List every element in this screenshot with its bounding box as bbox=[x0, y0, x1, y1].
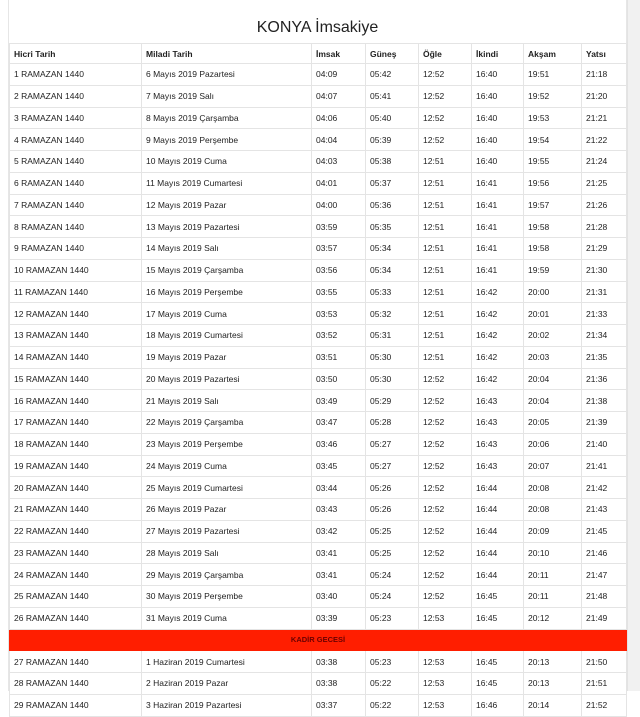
cell-hijri-date: 18 RAMAZAN 1440 bbox=[10, 433, 142, 455]
cell-imsak: 04:04 bbox=[312, 129, 366, 151]
cell-hijri-date: 12 RAMAZAN 1440 bbox=[10, 303, 142, 325]
cell-gunes: 05:35 bbox=[366, 216, 419, 238]
cell-yatsi: 21:24 bbox=[582, 151, 627, 173]
cell-aksam: 19:54 bbox=[524, 129, 582, 151]
cell-gregorian-date: 31 Mayıs 2019 Cuma bbox=[142, 607, 312, 629]
cell-ikindi: 16:41 bbox=[472, 238, 524, 260]
cell-gregorian-date: 6 Mayıs 2019 Pazartesi bbox=[142, 64, 312, 86]
cell-aksam: 20:07 bbox=[524, 455, 582, 477]
cell-imsak: 03:56 bbox=[312, 259, 366, 281]
cell-aksam: 20:06 bbox=[524, 433, 582, 455]
cell-imsak: 03:41 bbox=[312, 542, 366, 564]
cell-ogle: 12:52 bbox=[419, 499, 472, 521]
table-header bbox=[10, 44, 627, 64]
cell-ikindi: 16:44 bbox=[472, 477, 524, 499]
cell-imsak: 03:37 bbox=[312, 694, 366, 716]
cell-imsak: 03:53 bbox=[312, 303, 366, 325]
cell-hijri-date: 23 RAMAZAN 1440 bbox=[10, 542, 142, 564]
cell-hijri-date: 19 RAMAZAN 1440 bbox=[10, 455, 142, 477]
cell-aksam: 20:00 bbox=[524, 281, 582, 303]
cell-aksam: 19:53 bbox=[524, 107, 582, 129]
cell-hijri-date: 16 RAMAZAN 1440 bbox=[10, 390, 142, 412]
cell-ogle: 12:53 bbox=[419, 673, 472, 695]
cell-gregorian-date: 10 Mayıs 2019 Cuma bbox=[142, 151, 312, 173]
cell-yatsi: 21:28 bbox=[582, 216, 627, 238]
cell-aksam: 19:58 bbox=[524, 238, 582, 260]
cell-imsak: 04:03 bbox=[312, 151, 366, 173]
cell-gregorian-date: 21 Mayıs 2019 Salı bbox=[142, 390, 312, 412]
cell-ogle: 12:52 bbox=[419, 107, 472, 129]
cell-ikindi: 16:43 bbox=[472, 455, 524, 477]
cell-ogle: 12:52 bbox=[419, 390, 472, 412]
cell-gregorian-date: 25 Mayıs 2019 Cumartesi bbox=[142, 477, 312, 499]
cell-gunes: 05:42 bbox=[366, 64, 419, 86]
cell-ikindi: 16:42 bbox=[472, 368, 524, 390]
cell-imsak: 03:52 bbox=[312, 325, 366, 347]
cell-ogle: 12:52 bbox=[419, 586, 472, 608]
cell-imsak: 03:44 bbox=[312, 477, 366, 499]
cell-hijri-date: 17 RAMAZAN 1440 bbox=[10, 412, 142, 434]
table-row bbox=[10, 412, 627, 434]
table-row bbox=[10, 651, 627, 673]
cell-yatsi: 21:33 bbox=[582, 303, 627, 325]
cell-hijri-date: 26 RAMAZAN 1440 bbox=[10, 607, 142, 629]
cell-ikindi: 16:44 bbox=[472, 499, 524, 521]
cell-hijri-date: 25 RAMAZAN 1440 bbox=[10, 586, 142, 608]
cell-gregorian-date: 9 Mayıs 2019 Perşembe bbox=[142, 129, 312, 151]
cell-yatsi: 21:48 bbox=[582, 586, 627, 608]
cell-ogle: 12:52 bbox=[419, 542, 472, 564]
cell-yatsi: 21:47 bbox=[582, 564, 627, 586]
cell-imsak: 03:41 bbox=[312, 564, 366, 586]
header-ikindi: İkindi bbox=[472, 44, 524, 64]
cell-yatsi: 21:22 bbox=[582, 129, 627, 151]
table-row bbox=[10, 368, 627, 390]
cell-ogle: 12:52 bbox=[419, 129, 472, 151]
cell-ogle: 12:51 bbox=[419, 216, 472, 238]
cell-aksam: 20:12 bbox=[524, 607, 582, 629]
cell-hijri-date: 15 RAMAZAN 1440 bbox=[10, 368, 142, 390]
cell-hijri-date: 11 RAMAZAN 1440 bbox=[10, 281, 142, 303]
table-row bbox=[10, 390, 627, 412]
cell-gregorian-date: 24 Mayıs 2019 Cuma bbox=[142, 455, 312, 477]
cell-aksam: 19:59 bbox=[524, 259, 582, 281]
table-row bbox=[10, 129, 627, 151]
cell-imsak: 04:07 bbox=[312, 85, 366, 107]
cell-gunes: 05:37 bbox=[366, 172, 419, 194]
header-row bbox=[10, 44, 627, 64]
header-imsak: İmsak bbox=[312, 44, 366, 64]
cell-gregorian-date: 17 Mayıs 2019 Cuma bbox=[142, 303, 312, 325]
cell-ikindi: 16:44 bbox=[472, 542, 524, 564]
cell-ikindi: 16:41 bbox=[472, 172, 524, 194]
cell-hijri-date: 5 RAMAZAN 1440 bbox=[10, 151, 142, 173]
cell-aksam: 20:02 bbox=[524, 325, 582, 347]
cell-aksam: 19:51 bbox=[524, 64, 582, 86]
cell-yatsi: 21:34 bbox=[582, 325, 627, 347]
cell-gunes: 05:31 bbox=[366, 325, 419, 347]
cell-yatsi: 21:40 bbox=[582, 433, 627, 455]
cell-aksam: 20:13 bbox=[524, 673, 582, 695]
cell-ogle: 12:52 bbox=[419, 520, 472, 542]
cell-gregorian-date: 16 Mayıs 2019 Perşembe bbox=[142, 281, 312, 303]
cell-imsak: 04:00 bbox=[312, 194, 366, 216]
cell-imsak: 03:50 bbox=[312, 368, 366, 390]
cell-ikindi: 16:42 bbox=[472, 281, 524, 303]
cell-aksam: 20:08 bbox=[524, 499, 582, 521]
cell-aksam: 20:01 bbox=[524, 303, 582, 325]
cell-gregorian-date: 18 Mayıs 2019 Cumartesi bbox=[142, 325, 312, 347]
cell-gregorian-date: 29 Mayıs 2019 Çarşamba bbox=[142, 564, 312, 586]
header-gregorian-date: Miladi Tarih bbox=[142, 44, 312, 64]
cell-gunes: 05:28 bbox=[366, 412, 419, 434]
cell-gunes: 05:24 bbox=[366, 586, 419, 608]
table-row bbox=[10, 85, 627, 107]
cell-aksam: 20:10 bbox=[524, 542, 582, 564]
cell-ogle: 12:53 bbox=[419, 651, 472, 673]
cell-gunes: 05:32 bbox=[366, 303, 419, 325]
cell-ikindi: 16:43 bbox=[472, 390, 524, 412]
cell-hijri-date: 6 RAMAZAN 1440 bbox=[10, 172, 142, 194]
cell-imsak: 03:47 bbox=[312, 412, 366, 434]
cell-hijri-date: 28 RAMAZAN 1440 bbox=[10, 673, 142, 695]
cell-ogle: 12:52 bbox=[419, 564, 472, 586]
table-row bbox=[10, 107, 627, 129]
cell-hijri-date: 24 RAMAZAN 1440 bbox=[10, 564, 142, 586]
cell-ogle: 12:52 bbox=[419, 477, 472, 499]
cell-yatsi: 21:41 bbox=[582, 455, 627, 477]
cell-ogle: 12:51 bbox=[419, 325, 472, 347]
cell-ogle: 12:52 bbox=[419, 455, 472, 477]
cell-hijri-date: 2 RAMAZAN 1440 bbox=[10, 85, 142, 107]
cell-aksam: 19:56 bbox=[524, 172, 582, 194]
cell-imsak: 03:57 bbox=[312, 238, 366, 260]
cell-aksam: 19:52 bbox=[524, 85, 582, 107]
cell-gunes: 05:26 bbox=[366, 477, 419, 499]
cell-gunes: 05:27 bbox=[366, 433, 419, 455]
cell-ogle: 12:51 bbox=[419, 238, 472, 260]
cell-imsak: 03:43 bbox=[312, 499, 366, 521]
cell-ikindi: 16:42 bbox=[472, 303, 524, 325]
table-body bbox=[10, 64, 627, 717]
cell-gunes: 05:25 bbox=[366, 542, 419, 564]
table-row bbox=[10, 586, 627, 608]
cell-ikindi: 16:45 bbox=[472, 673, 524, 695]
cell-gregorian-date: 23 Mayıs 2019 Perşembe bbox=[142, 433, 312, 455]
special-row-label: KADİR GECESİ bbox=[10, 629, 627, 651]
table-row bbox=[10, 216, 627, 238]
cell-ikindi: 16:42 bbox=[472, 325, 524, 347]
cell-aksam: 19:57 bbox=[524, 194, 582, 216]
cell-ikindi: 16:46 bbox=[472, 694, 524, 716]
cell-gunes: 05:25 bbox=[366, 520, 419, 542]
cell-hijri-date: 22 RAMAZAN 1440 bbox=[10, 520, 142, 542]
cell-aksam: 20:13 bbox=[524, 651, 582, 673]
cell-imsak: 03:51 bbox=[312, 346, 366, 368]
cell-ogle: 12:51 bbox=[419, 194, 472, 216]
cell-gregorian-date: 22 Mayıs 2019 Çarşamba bbox=[142, 412, 312, 434]
cell-yatsi: 21:36 bbox=[582, 368, 627, 390]
cell-imsak: 04:06 bbox=[312, 107, 366, 129]
cell-gunes: 05:30 bbox=[366, 368, 419, 390]
cell-yatsi: 21:35 bbox=[582, 346, 627, 368]
cell-gregorian-date: 7 Mayıs 2019 Salı bbox=[142, 85, 312, 107]
table-row bbox=[10, 325, 627, 347]
table-row bbox=[10, 455, 627, 477]
page-scrollbar[interactable] bbox=[627, 0, 640, 691]
cell-ikindi: 16:42 bbox=[472, 346, 524, 368]
cell-yatsi: 21:18 bbox=[582, 64, 627, 86]
cell-ikindi: 16:40 bbox=[472, 64, 524, 86]
cell-imsak: 03:38 bbox=[312, 651, 366, 673]
cell-aksam: 20:04 bbox=[524, 368, 582, 390]
cell-ikindi: 16:45 bbox=[472, 607, 524, 629]
cell-gunes: 05:22 bbox=[366, 673, 419, 695]
cell-imsak: 03:49 bbox=[312, 390, 366, 412]
table-row bbox=[10, 346, 627, 368]
cell-ogle: 12:52 bbox=[419, 64, 472, 86]
cell-gregorian-date: 20 Mayıs 2019 Pazartesi bbox=[142, 368, 312, 390]
cell-aksam: 20:05 bbox=[524, 412, 582, 434]
table-row bbox=[10, 281, 627, 303]
header-ogle: Öğle bbox=[419, 44, 472, 64]
cell-ogle: 12:51 bbox=[419, 259, 472, 281]
header-aksam: Akşam bbox=[524, 44, 582, 64]
table-row bbox=[10, 520, 627, 542]
cell-ogle: 12:51 bbox=[419, 151, 472, 173]
cell-gregorian-date: 1 Haziran 2019 Cumartesi bbox=[142, 651, 312, 673]
table-row bbox=[10, 694, 627, 716]
cell-hijri-date: 27 RAMAZAN 1440 bbox=[10, 651, 142, 673]
cell-gunes: 05:30 bbox=[366, 346, 419, 368]
cell-imsak: 03:39 bbox=[312, 607, 366, 629]
table-row bbox=[10, 303, 627, 325]
cell-ogle: 12:51 bbox=[419, 281, 472, 303]
page-title: KONYA İmsakiye bbox=[256, 19, 379, 36]
header-gunes: Güneş bbox=[366, 44, 419, 64]
cell-imsak: 03:46 bbox=[312, 433, 366, 455]
cell-hijri-date: 7 RAMAZAN 1440 bbox=[10, 194, 142, 216]
cell-gregorian-date: 2 Haziran 2019 Pazar bbox=[142, 673, 312, 695]
cell-ikindi: 16:40 bbox=[472, 151, 524, 173]
cell-gregorian-date: 11 Mayıs 2019 Cumartesi bbox=[142, 172, 312, 194]
cell-imsak: 03:40 bbox=[312, 586, 366, 608]
header-hijri-date: Hicri Tarih bbox=[10, 44, 142, 64]
cell-aksam: 20:08 bbox=[524, 477, 582, 499]
cell-yatsi: 21:38 bbox=[582, 390, 627, 412]
table-row bbox=[10, 238, 627, 260]
table-row bbox=[10, 607, 627, 629]
cell-gunes: 05:27 bbox=[366, 455, 419, 477]
cell-ogle: 12:53 bbox=[419, 607, 472, 629]
cell-ikindi: 16:41 bbox=[472, 259, 524, 281]
cell-gunes: 05:40 bbox=[366, 107, 419, 129]
cell-hijri-date: 4 RAMAZAN 1440 bbox=[10, 129, 142, 151]
cell-gunes: 05:29 bbox=[366, 390, 419, 412]
imsakiye-panel bbox=[8, 0, 627, 711]
header-yatsi: Yatsı bbox=[582, 44, 627, 64]
cell-yatsi: 21:39 bbox=[582, 412, 627, 434]
cell-gregorian-date: 19 Mayıs 2019 Pazar bbox=[142, 346, 312, 368]
cell-hijri-date: 9 RAMAZAN 1440 bbox=[10, 238, 142, 260]
table-row bbox=[10, 433, 627, 455]
cell-gregorian-date: 12 Mayıs 2019 Pazar bbox=[142, 194, 312, 216]
cell-yatsi: 21:46 bbox=[582, 542, 627, 564]
cell-gregorian-date: 28 Mayıs 2019 Salı bbox=[142, 542, 312, 564]
cell-aksam: 20:03 bbox=[524, 346, 582, 368]
cell-gregorian-date: 14 Mayıs 2019 Salı bbox=[142, 238, 312, 260]
table-row bbox=[10, 499, 627, 521]
cell-ogle: 12:51 bbox=[419, 303, 472, 325]
cell-ogle: 12:51 bbox=[419, 346, 472, 368]
cell-hijri-date: 3 RAMAZAN 1440 bbox=[10, 107, 142, 129]
table-row bbox=[10, 564, 627, 586]
cell-gunes: 05:34 bbox=[366, 259, 419, 281]
cell-hijri-date: 1 RAMAZAN 1440 bbox=[10, 64, 142, 86]
table-row bbox=[10, 172, 627, 194]
cell-ikindi: 16:43 bbox=[472, 412, 524, 434]
cell-ikindi: 16:41 bbox=[472, 216, 524, 238]
cell-gregorian-date: 26 Mayıs 2019 Pazar bbox=[142, 499, 312, 521]
cell-hijri-date: 8 RAMAZAN 1440 bbox=[10, 216, 142, 238]
cell-yatsi: 21:31 bbox=[582, 281, 627, 303]
cell-gregorian-date: 8 Mayıs 2019 Çarşamba bbox=[142, 107, 312, 129]
cell-aksam: 19:55 bbox=[524, 151, 582, 173]
cell-gunes: 05:26 bbox=[366, 499, 419, 521]
cell-hijri-date: 20 RAMAZAN 1440 bbox=[10, 477, 142, 499]
kadir-gecesi-row bbox=[10, 629, 627, 651]
cell-ogle: 12:52 bbox=[419, 85, 472, 107]
cell-gunes: 05:41 bbox=[366, 85, 419, 107]
table-row bbox=[10, 542, 627, 564]
cell-yatsi: 21:45 bbox=[582, 520, 627, 542]
cell-ikindi: 16:41 bbox=[472, 194, 524, 216]
cell-gregorian-date: 13 Mayıs 2019 Pazartesi bbox=[142, 216, 312, 238]
cell-aksam: 19:58 bbox=[524, 216, 582, 238]
cell-yatsi: 21:29 bbox=[582, 238, 627, 260]
cell-yatsi: 21:20 bbox=[582, 85, 627, 107]
table-row bbox=[10, 151, 627, 173]
table-row bbox=[10, 64, 627, 86]
cell-yatsi: 21:30 bbox=[582, 259, 627, 281]
cell-ikindi: 16:45 bbox=[472, 586, 524, 608]
cell-yatsi: 21:49 bbox=[582, 607, 627, 629]
imsakiye-table bbox=[9, 43, 627, 717]
cell-hijri-date: 13 RAMAZAN 1440 bbox=[10, 325, 142, 347]
cell-imsak: 03:45 bbox=[312, 455, 366, 477]
cell-aksam: 20:09 bbox=[524, 520, 582, 542]
cell-imsak: 03:42 bbox=[312, 520, 366, 542]
cell-gunes: 05:24 bbox=[366, 564, 419, 586]
cell-ikindi: 16:40 bbox=[472, 129, 524, 151]
cell-gunes: 05:23 bbox=[366, 607, 419, 629]
cell-yatsi: 21:21 bbox=[582, 107, 627, 129]
cell-yatsi: 21:50 bbox=[582, 651, 627, 673]
cell-yatsi: 21:25 bbox=[582, 172, 627, 194]
cell-gunes: 05:34 bbox=[366, 238, 419, 260]
cell-ikindi: 16:45 bbox=[472, 651, 524, 673]
cell-imsak: 04:09 bbox=[312, 64, 366, 86]
cell-ikindi: 16:44 bbox=[472, 564, 524, 586]
cell-hijri-date: 29 RAMAZAN 1440 bbox=[10, 694, 142, 716]
cell-ogle: 12:51 bbox=[419, 172, 472, 194]
cell-gunes: 05:23 bbox=[366, 651, 419, 673]
cell-hijri-date: 14 RAMAZAN 1440 bbox=[10, 346, 142, 368]
cell-aksam: 20:14 bbox=[524, 694, 582, 716]
cell-hijri-date: 10 RAMAZAN 1440 bbox=[10, 259, 142, 281]
cell-ikindi: 16:40 bbox=[472, 107, 524, 129]
table-row bbox=[10, 477, 627, 499]
cell-ikindi: 16:40 bbox=[472, 85, 524, 107]
cell-gunes: 05:38 bbox=[366, 151, 419, 173]
cell-yatsi: 21:43 bbox=[582, 499, 627, 521]
cell-hijri-date: 21 RAMAZAN 1440 bbox=[10, 499, 142, 521]
cell-aksam: 20:11 bbox=[524, 564, 582, 586]
cell-ogle: 12:52 bbox=[419, 412, 472, 434]
cell-gunes: 05:33 bbox=[366, 281, 419, 303]
cell-gunes: 05:36 bbox=[366, 194, 419, 216]
cell-gregorian-date: 15 Mayıs 2019 Çarşamba bbox=[142, 259, 312, 281]
cell-yatsi: 21:51 bbox=[582, 673, 627, 695]
cell-aksam: 20:11 bbox=[524, 586, 582, 608]
table-row bbox=[10, 194, 627, 216]
cell-aksam: 20:04 bbox=[524, 390, 582, 412]
table-row bbox=[10, 259, 627, 281]
cell-ogle: 12:52 bbox=[419, 368, 472, 390]
cell-ogle: 12:52 bbox=[419, 433, 472, 455]
cell-ogle: 12:53 bbox=[419, 694, 472, 716]
cell-gregorian-date: 3 Haziran 2019 Pazartesi bbox=[142, 694, 312, 716]
cell-gregorian-date: 30 Mayıs 2019 Perşembe bbox=[142, 586, 312, 608]
cell-yatsi: 21:26 bbox=[582, 194, 627, 216]
cell-yatsi: 21:42 bbox=[582, 477, 627, 499]
cell-imsak: 03:38 bbox=[312, 673, 366, 695]
cell-gunes: 05:39 bbox=[366, 129, 419, 151]
cell-gregorian-date: 27 Mayıs 2019 Pazartesi bbox=[142, 520, 312, 542]
cell-ikindi: 16:44 bbox=[472, 520, 524, 542]
cell-yatsi: 21:52 bbox=[582, 694, 627, 716]
cell-imsak: 03:59 bbox=[312, 216, 366, 238]
cell-imsak: 04:01 bbox=[312, 172, 366, 194]
cell-gunes: 05:22 bbox=[366, 694, 419, 716]
cell-imsak: 03:55 bbox=[312, 281, 366, 303]
cell-ikindi: 16:43 bbox=[472, 433, 524, 455]
